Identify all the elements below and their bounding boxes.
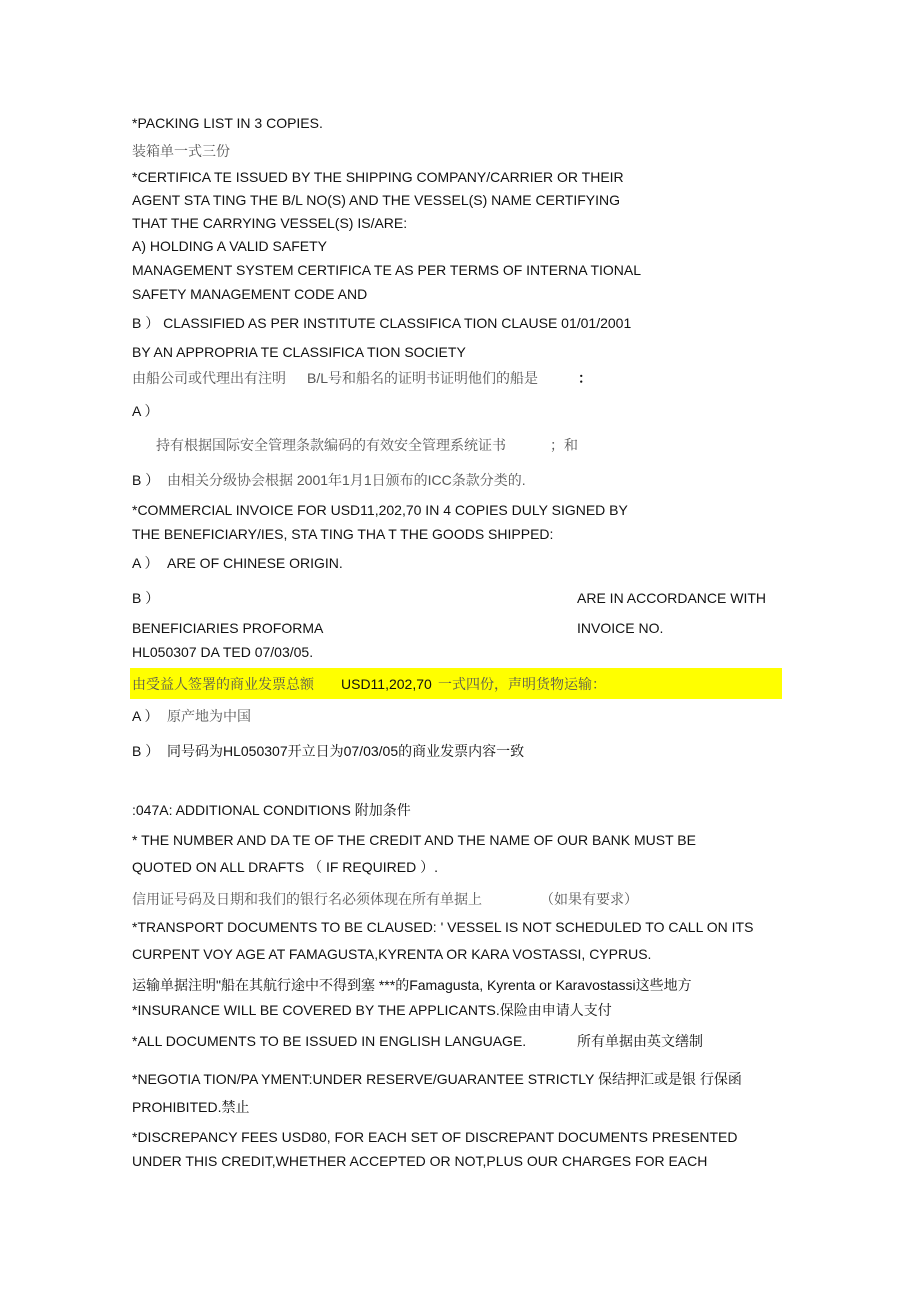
certificate-cn-1a: 由船公司或代理出有注明 [132, 370, 286, 386]
certificate-cn-1b: B/L号和船名的证明书证明他们的船是 [307, 370, 539, 386]
packing-list-cn: 装箱单一式三份 [132, 143, 230, 159]
certificate-line-5: MANAGEMENT SYSTEM CERTIFICA TE AS PER TERMS OF INTERNA TIONAL [132, 262, 642, 278]
credit-number-line-1: * THE NUMBER AND DA TE OF THE CREDIT AND THE NAME OF OUR BANK MUST BE [132, 832, 696, 848]
invoice-cn-b-label: B ） [132, 743, 160, 759]
packing-list-line: *PACKING LIST IN 3 COPIES. [132, 115, 323, 131]
invoice-cn-1c: 一式四份，声明货物运输： [438, 676, 606, 692]
invoice-no-label: INVOICE NO. [577, 620, 664, 636]
credit-number-line-2: QUOTED ON ALL DRAFTS （ IF REQUIRED ）. [132, 859, 438, 875]
certificate-line-7: B ） CLASSIFIED AS PER INSTITUTE CLASSIFICA TION CLAUSE 01/01/2001 [132, 315, 632, 331]
item-b-label: B ） [132, 472, 160, 488]
documents-language-cn: 所有单据由英文缮制 [577, 1033, 703, 1049]
credit-number-cn-b: （如果有要求） [540, 891, 638, 907]
documents-language: *ALL DOCUMENTS TO BE ISSUED IN ENGLISH LANGUAGE. [132, 1033, 527, 1049]
discrepancy-line-1: *DISCREPANCY FEES USD80, FOR EACH SET OF DISCREPANT DOCUMENTS PRESENTED [132, 1129, 738, 1145]
certificate-cn-2a: 持有根据国际安全管理条款编码的有效安全管理系统证书 [156, 437, 506, 453]
invoice-cn-1b: USD11,202,70 [341, 676, 432, 692]
invoice-a-label: A ） [132, 555, 159, 571]
invoice-dated: HL050307 DA TED 07/03/05. [132, 644, 314, 660]
invoice-cn-a-text: 原产地为中国 [167, 708, 251, 724]
certificate-line-4: A) HOLDING A VALID SAFETY [132, 238, 328, 254]
certificate-line-3: THAT THE CARRYING VESSEL(S) IS/ARE: [132, 215, 408, 231]
transport-line-1: *TRANSPORT DOCUMENTS TO BE CLAUSED: ' VESSEL IS NOT SCHEDULED TO CALL ON ITS [132, 919, 754, 935]
certificate-line-2: AGENT STA TING THE B/L NO(S) AND THE VESSEL(S) NAME CERTIFYING [132, 192, 621, 208]
invoice-line-1: *COMMERCIAL INVOICE FOR USD11,202,70 IN 4 COPIES DULY SIGNED BY [132, 502, 628, 518]
invoice-b-label: B ） [132, 590, 160, 606]
certificate-cn-3: 由相关分级协会根据 2001年1月1日颁布的ICC条款分类的. [167, 472, 526, 488]
negotiation-line-1: *NEGOTIA TION/PA YMENT:UNDER RESERVE/GUARANTEE STRICTLY 保结押汇或是银 行保函 [132, 1071, 742, 1087]
certificate-cn-1c: ： [578, 370, 592, 386]
item-a-label: A ） [132, 403, 159, 419]
invoice-b-text: ARE IN ACCORDANCE WITH [577, 590, 767, 606]
certificate-line-6: SAFETY MANAGEMENT CODE AND [132, 286, 368, 302]
invoice-line-2: THE BENEFICIARY/IES, STA TING THA T THE GOODS SHIPPED: [132, 526, 554, 542]
negotiation-line-2: PROHIBITED.禁止 [132, 1099, 250, 1115]
invoice-a-text: ARE OF CHINESE ORIGIN. [167, 555, 343, 571]
certificate-line-8: BY AN APPROPRIA TE CLASSIFICA TION SOCIETY [132, 344, 466, 360]
discrepancy-line-2: UNDER THIS CREDIT,WHETHER ACCEPTED OR NOT,PLUS OUR CHARGES FOR EACH [132, 1153, 708, 1169]
credit-number-cn-a: 信用证号码及日期和我们的银行名必须体现在所有单据上 [132, 891, 482, 907]
certificate-cn-2b: ；和 [550, 437, 578, 453]
transport-line-2: CURPENT VOY AGE AT FAMAGUSTA,KYRENTA OR KARA VOSTASSI, CYPRUS. [132, 946, 652, 962]
invoice-cn-b-text: 同号码为HL050307开立日为07/03/05的商业发票内容一致 [167, 743, 525, 759]
additional-conditions-heading: :047A: ADDITIONAL CONDITIONS 附加条件 [132, 802, 411, 818]
certificate-line-1: *CERTIFICA TE ISSUED BY THE SHIPPING COMPANY/CARRIER OR THEIR [132, 169, 624, 185]
invoice-cn-a-label: A ） [132, 708, 159, 724]
transport-cn: 运输单据注明"船在其航行途中不得到塞 ***的Famagusta, Kyrenta or Karavostassi这些地方 [132, 977, 692, 993]
insurance-line: *INSURANCE WILL BE COVERED BY THE APPLICANTS.保险由申请人支付 [132, 1002, 612, 1018]
invoice-cn-1a: 由受益人签署的商业发票总额 [132, 676, 314, 692]
invoice-proforma: BENEFICIARIES PROFORMA [132, 620, 324, 636]
